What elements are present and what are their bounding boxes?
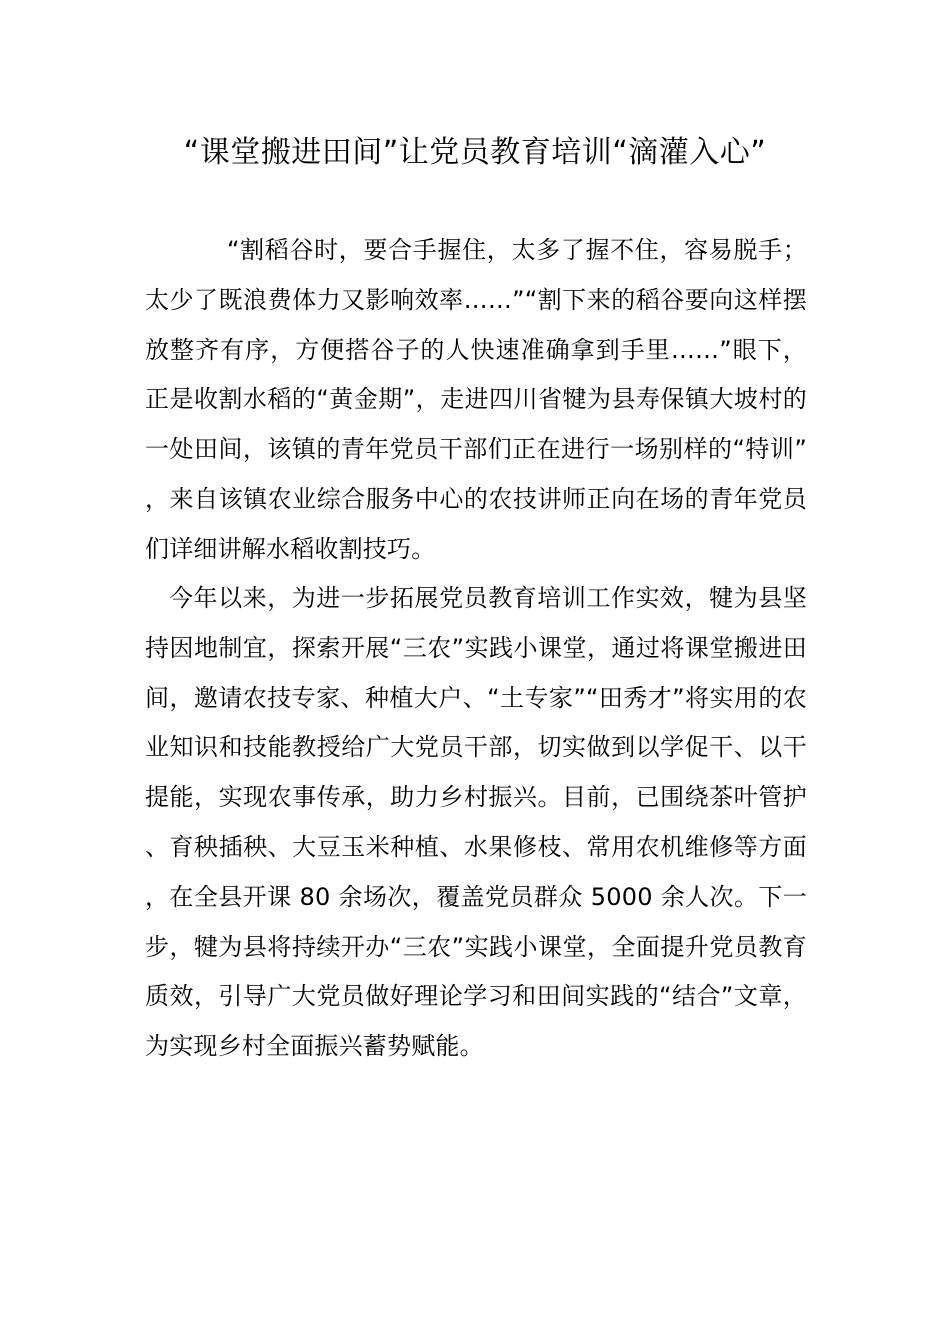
document-title: “课堂搬进田间”让党员教育培训“滴灌入心” — [183, 135, 767, 170]
body-paragraph-2: 今年以来，为进一步拓展党员教育培训工作实效，犍为县坚持因地制宜，探索开展“三农”实践小课堂，通过将课堂搬进田间，邀请农技专家、种植大户、“土专家”“田秀才”将实用的农业知识和技能教授给广大党员干部，切实做到以学促干、以干提能，实现农事传承，助力乡村振兴。目前，已围绕茶叶管护、育秧插秧、大豆玉米种植、水果修枝、常用农机维修等方面，在全县开课 80 余场次，覆盖党员群众 5000 余人次。下一步，犍为县将持续开办“三农”实践小课堂，全面提升党员教育质效，引导广大党员做好理论学习和田间实践的“结合”文章，为实现乡村全面振兴蓄势赋能。 — [145, 584, 807, 1061]
body-paragraph-1: “割稻谷时，要合手握住，太多了握不住，容易脱手；太少了既浪费体力又影响效率……”“割下来的稻谷要向这样摆放整齐有序，方便搭谷子的人快速准确拿到手里……”眼下，正是收割水稻的“黄金期”，走进四川省犍为县寿保镇大坡村的一处田间，该镇的青年党员干部们正在进行一场别样的“特训”，来自该镇农业综合服务中心的农技讲师正向在场的青年党员们详细讲解水稻收割技巧。 — [145, 236, 807, 563]
